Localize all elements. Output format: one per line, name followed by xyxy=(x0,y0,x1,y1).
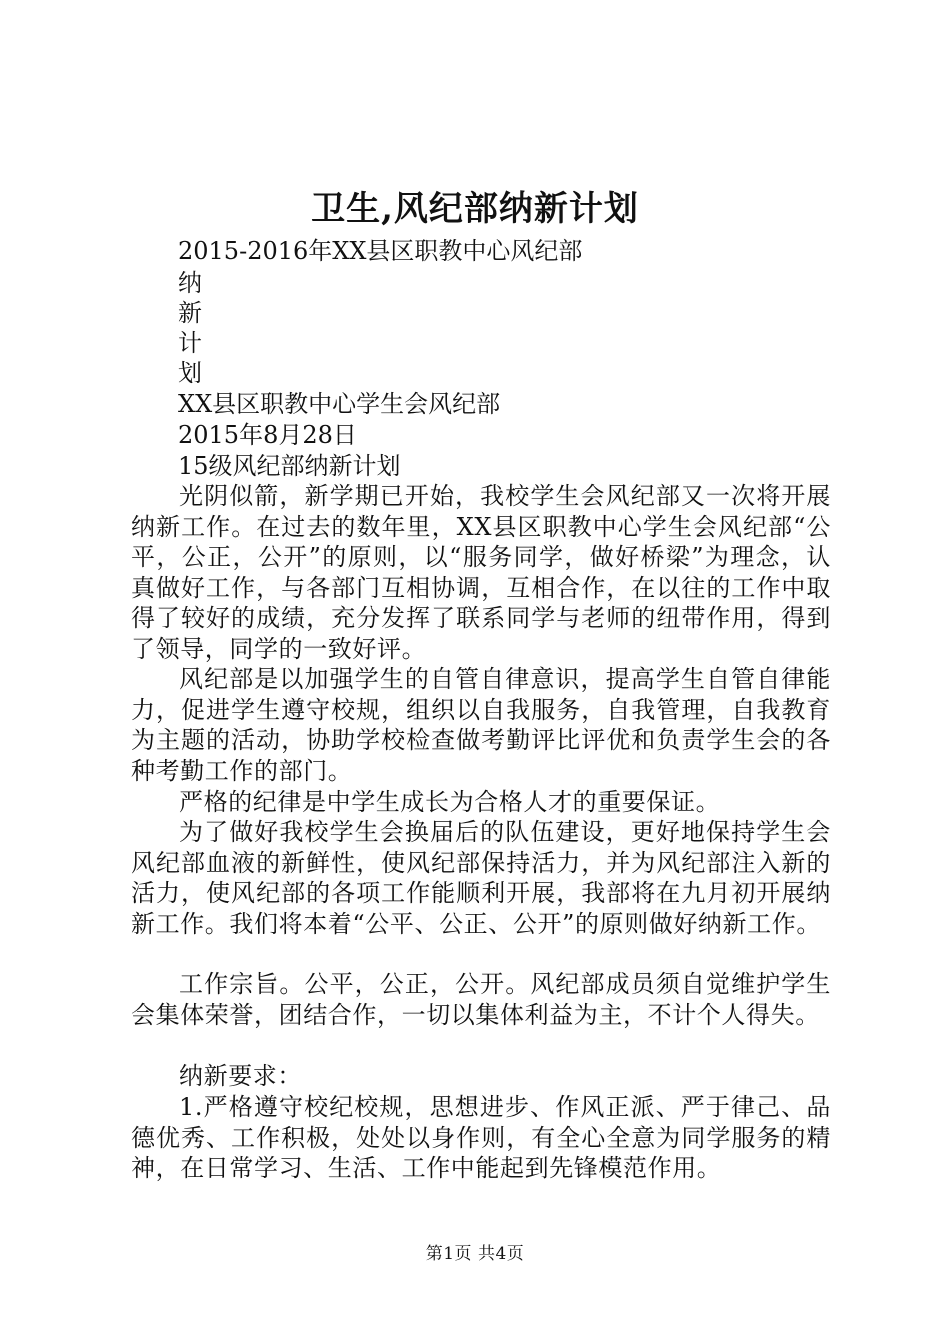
paragraph-discipline: 严格的纪律是中学生成长为合格人才的重要保证。 xyxy=(179,788,721,816)
header-line-char-2: 新 xyxy=(178,299,202,327)
paragraph-recruitment-plan: 为了做好我校学生会换届后的队伍建设，更好地保持学生会风纪部血液的新鲜性，使风纪部保持活力，并为风纪部注入新的活力，使风纪部的各项工作能顺利开展，我部将在九月初开展纳新工作。我们将本着“公平、公正、公开”的原则做好纳新工作。 xyxy=(131,818,831,938)
header-line-char-4: 划 xyxy=(178,359,202,387)
header-line-subtitle: 15级风纪部纳新计划 xyxy=(178,452,401,480)
header-line-char-1: 纳 xyxy=(178,269,202,297)
paragraph-department-role: 风纪部是以加强学生的自管自律意识，提高学生自管自律能力，促进学生遵守校规，组织以自我服务，自我管理，自我教育为主题的活动，协助学校检查做考勤评比评优和负责学生会的各种考勤工作的部门。 xyxy=(131,665,831,785)
header-line-year-plan: 2015-2016年XX县区职教中心风纪部 xyxy=(178,237,583,265)
paragraph-requirements-heading: 纳新要求： xyxy=(179,1062,302,1090)
paragraph-intro: 光阴似箭，新学期已开始，我校学生会风纪部又一次将开展纳新工作。在过去的数年里，XX县区职教中心学生会风纪部“公平，公正，公开”的原则，以“服务同学，做好桥梁”为理念，认真做好工作，与各部门互相协调，互相合作，在以往的工作中取得了较好的成绩，充分发挥了联系同学与老师的纽带作用，得到了领导，同学的一致好评。 xyxy=(131,482,831,663)
header-line-char-3: 计 xyxy=(178,329,202,357)
page-footer: 第1页 共4页 xyxy=(425,1244,525,1264)
header-line-date: 2015年8月28日 xyxy=(178,421,357,449)
header-line-organization: XX县区职教中心学生会风纪部 xyxy=(178,390,501,418)
paragraph-work-principle: 工作宗旨。公平，公正，公开。风纪部成员须自觉维护学生会集体荣誉，团结合作，一切以集体利益为主，不计个人得失。 xyxy=(131,970,831,1029)
paragraph-requirement-1: 1.严格遵守校纪校规，思想进步、作风正派、严于律己、品德优秀、工作积极，处处以身作则，有全心全意为同学服务的精神，在日常学习、生活、工作中能起到先锋模范作用。 xyxy=(131,1093,831,1183)
document-title: 卫生,风纪部纳新计划 xyxy=(311,189,639,229)
